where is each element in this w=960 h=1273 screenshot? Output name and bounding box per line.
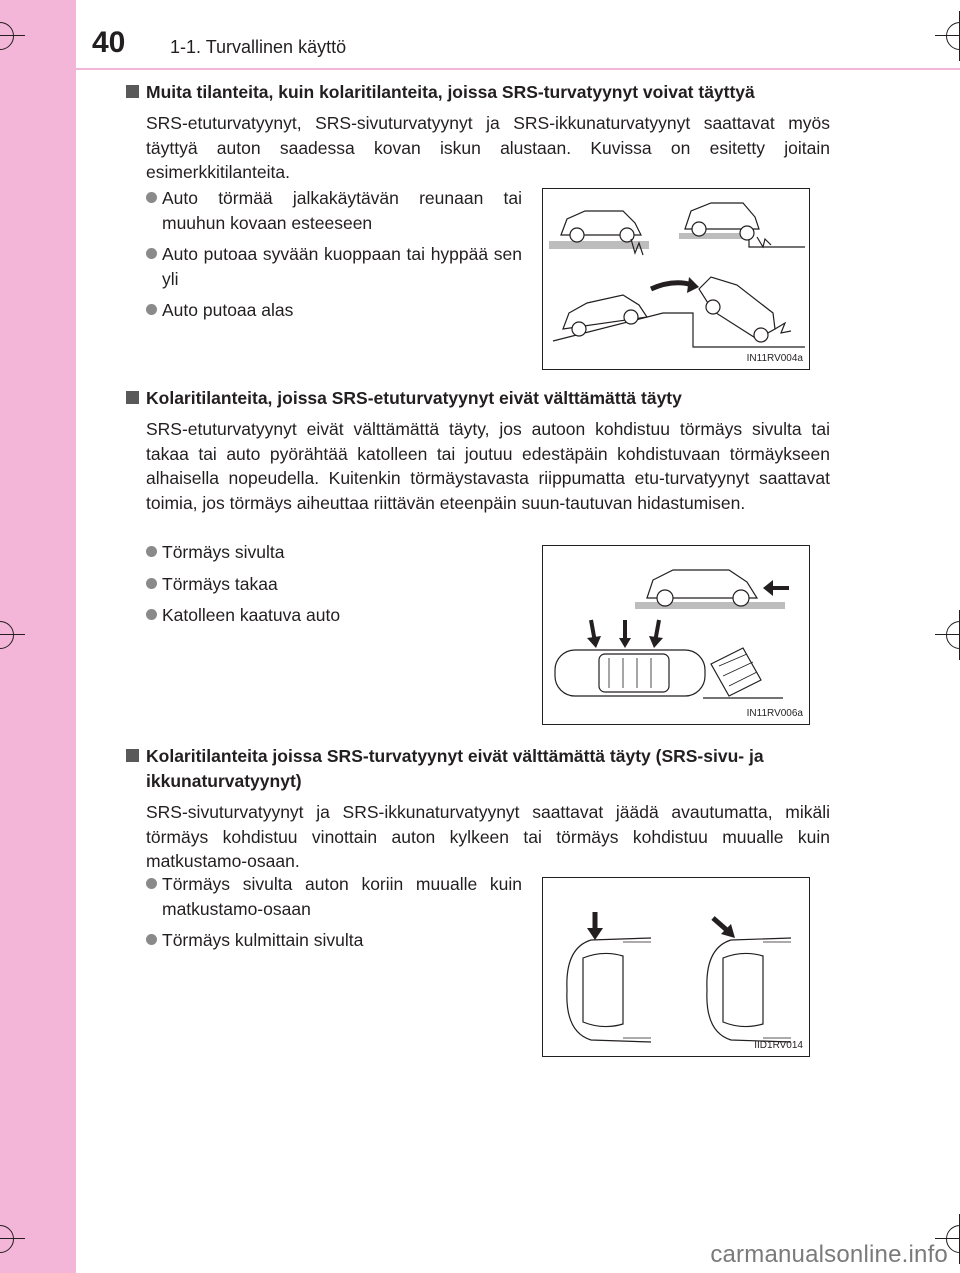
car-illustration-icon xyxy=(543,878,808,1055)
section-heading: Muita tilanteita, kuin kolaritilanteita, joissa SRS-turvatyynyt voivat täyttyä xyxy=(126,80,830,105)
section-heading: Kolaritilanteita, joissa SRS-etuturvatyynyt eivät välttämättä täyty xyxy=(126,386,830,411)
list-item: Auto putoaa syvään kuoppaan tai hyppää sen yli xyxy=(146,242,522,291)
bullet-dot-icon xyxy=(146,192,157,203)
figure-code: IID1RV014 xyxy=(754,1040,803,1051)
page-number: 40 xyxy=(92,26,126,59)
bullet-dot-icon xyxy=(146,578,157,589)
bullet-dot-icon xyxy=(146,878,157,889)
car-illustration-icon xyxy=(543,189,808,368)
bullet-dot-icon xyxy=(146,304,157,315)
registration-mark-icon xyxy=(0,19,17,53)
list-item: Törmäys kulmittain sivulta xyxy=(146,928,522,953)
list-item: Katolleen kaatuva auto xyxy=(146,603,522,628)
bullet-dot-icon xyxy=(146,546,157,557)
bullet-dot-icon xyxy=(146,934,157,945)
bullet-dot-icon xyxy=(146,609,157,620)
watermark: carmanualsonline.info xyxy=(710,1241,948,1268)
registration-mark-icon xyxy=(943,618,960,652)
registration-mark-icon xyxy=(0,1222,17,1256)
section-1 xyxy=(126,80,830,185)
bullet-list-3 xyxy=(146,872,522,960)
registration-mark-icon xyxy=(943,19,960,53)
section-paragraph: SRS-etuturvatyynyt eivät välttämättä täyty, jos autoon kohdistuu törmäys sivulta tai takaa tai auto pyörähtää katolleen tai joutuu edestäpäin kohdistuvaan törmäykseen alhaisella nopeudella. Kuitenkin törmäystavasta riippumatta etu-turvatyynyt saattavat toimia, jos törmäys aiheuttaa riittävän eteenpäin suun-tautuvan hidastumisen. xyxy=(146,419,830,513)
registration-mark-icon xyxy=(0,618,17,652)
section-heading: Kolaritilanteita joissa SRS-turvatyynyt eivät välttämättä täyty (SRS-sivu- ja ikkunaturvatyynyt) xyxy=(126,744,830,794)
list-item: Auto törmää jalkakäytävän reunaan tai muuhun kovaan esteeseen xyxy=(146,186,522,235)
bullet-list-1 xyxy=(146,186,522,330)
section-2 xyxy=(126,386,830,515)
figure-non-frontal-collisions xyxy=(542,545,810,725)
figure-impact-examples xyxy=(542,188,810,370)
figure-code: IN11RV004a xyxy=(746,353,803,364)
list-item: Törmäys sivulta auton koriin muualle kuin matkustamo-osaan xyxy=(146,872,522,921)
section-paragraph: SRS-sivuturvatyynyt ja SRS-ikkunaturvatyynyt saattavat jäädä avautumatta, mikäli törmäys kohdistuu vinottain auton kylkeen tai törmäys kohdistuu muualle kuin matkustamo-osaan. xyxy=(146,802,830,871)
section-3 xyxy=(126,744,830,874)
square-bullet-icon xyxy=(126,85,139,98)
list-item: Törmäys sivulta xyxy=(146,540,522,565)
square-bullet-icon xyxy=(126,749,139,762)
header-rule xyxy=(76,68,960,70)
bullet-dot-icon xyxy=(146,248,157,259)
bullet-list-2 xyxy=(146,540,522,635)
list-item: Auto putoaa alas xyxy=(146,298,522,323)
figure-code: IN11RV006a xyxy=(746,708,803,719)
square-bullet-icon xyxy=(126,391,139,404)
list-item: Törmäys takaa xyxy=(146,572,522,597)
figure-side-impact-outside-cabin xyxy=(542,877,810,1057)
section-paragraph: SRS-etuturvatyynyt, SRS-sivuturvatyynyt ja SRS-ikkunaturvatyynyt saattavat myös täyttyä auton saadessa kovan iskun alustaan. Kuvissa on esitetty joitain esimerkkitilanteita. xyxy=(146,113,830,182)
chapter-title: 1-1. Turvallinen käyttö xyxy=(170,37,347,57)
car-illustration-icon xyxy=(543,546,808,723)
